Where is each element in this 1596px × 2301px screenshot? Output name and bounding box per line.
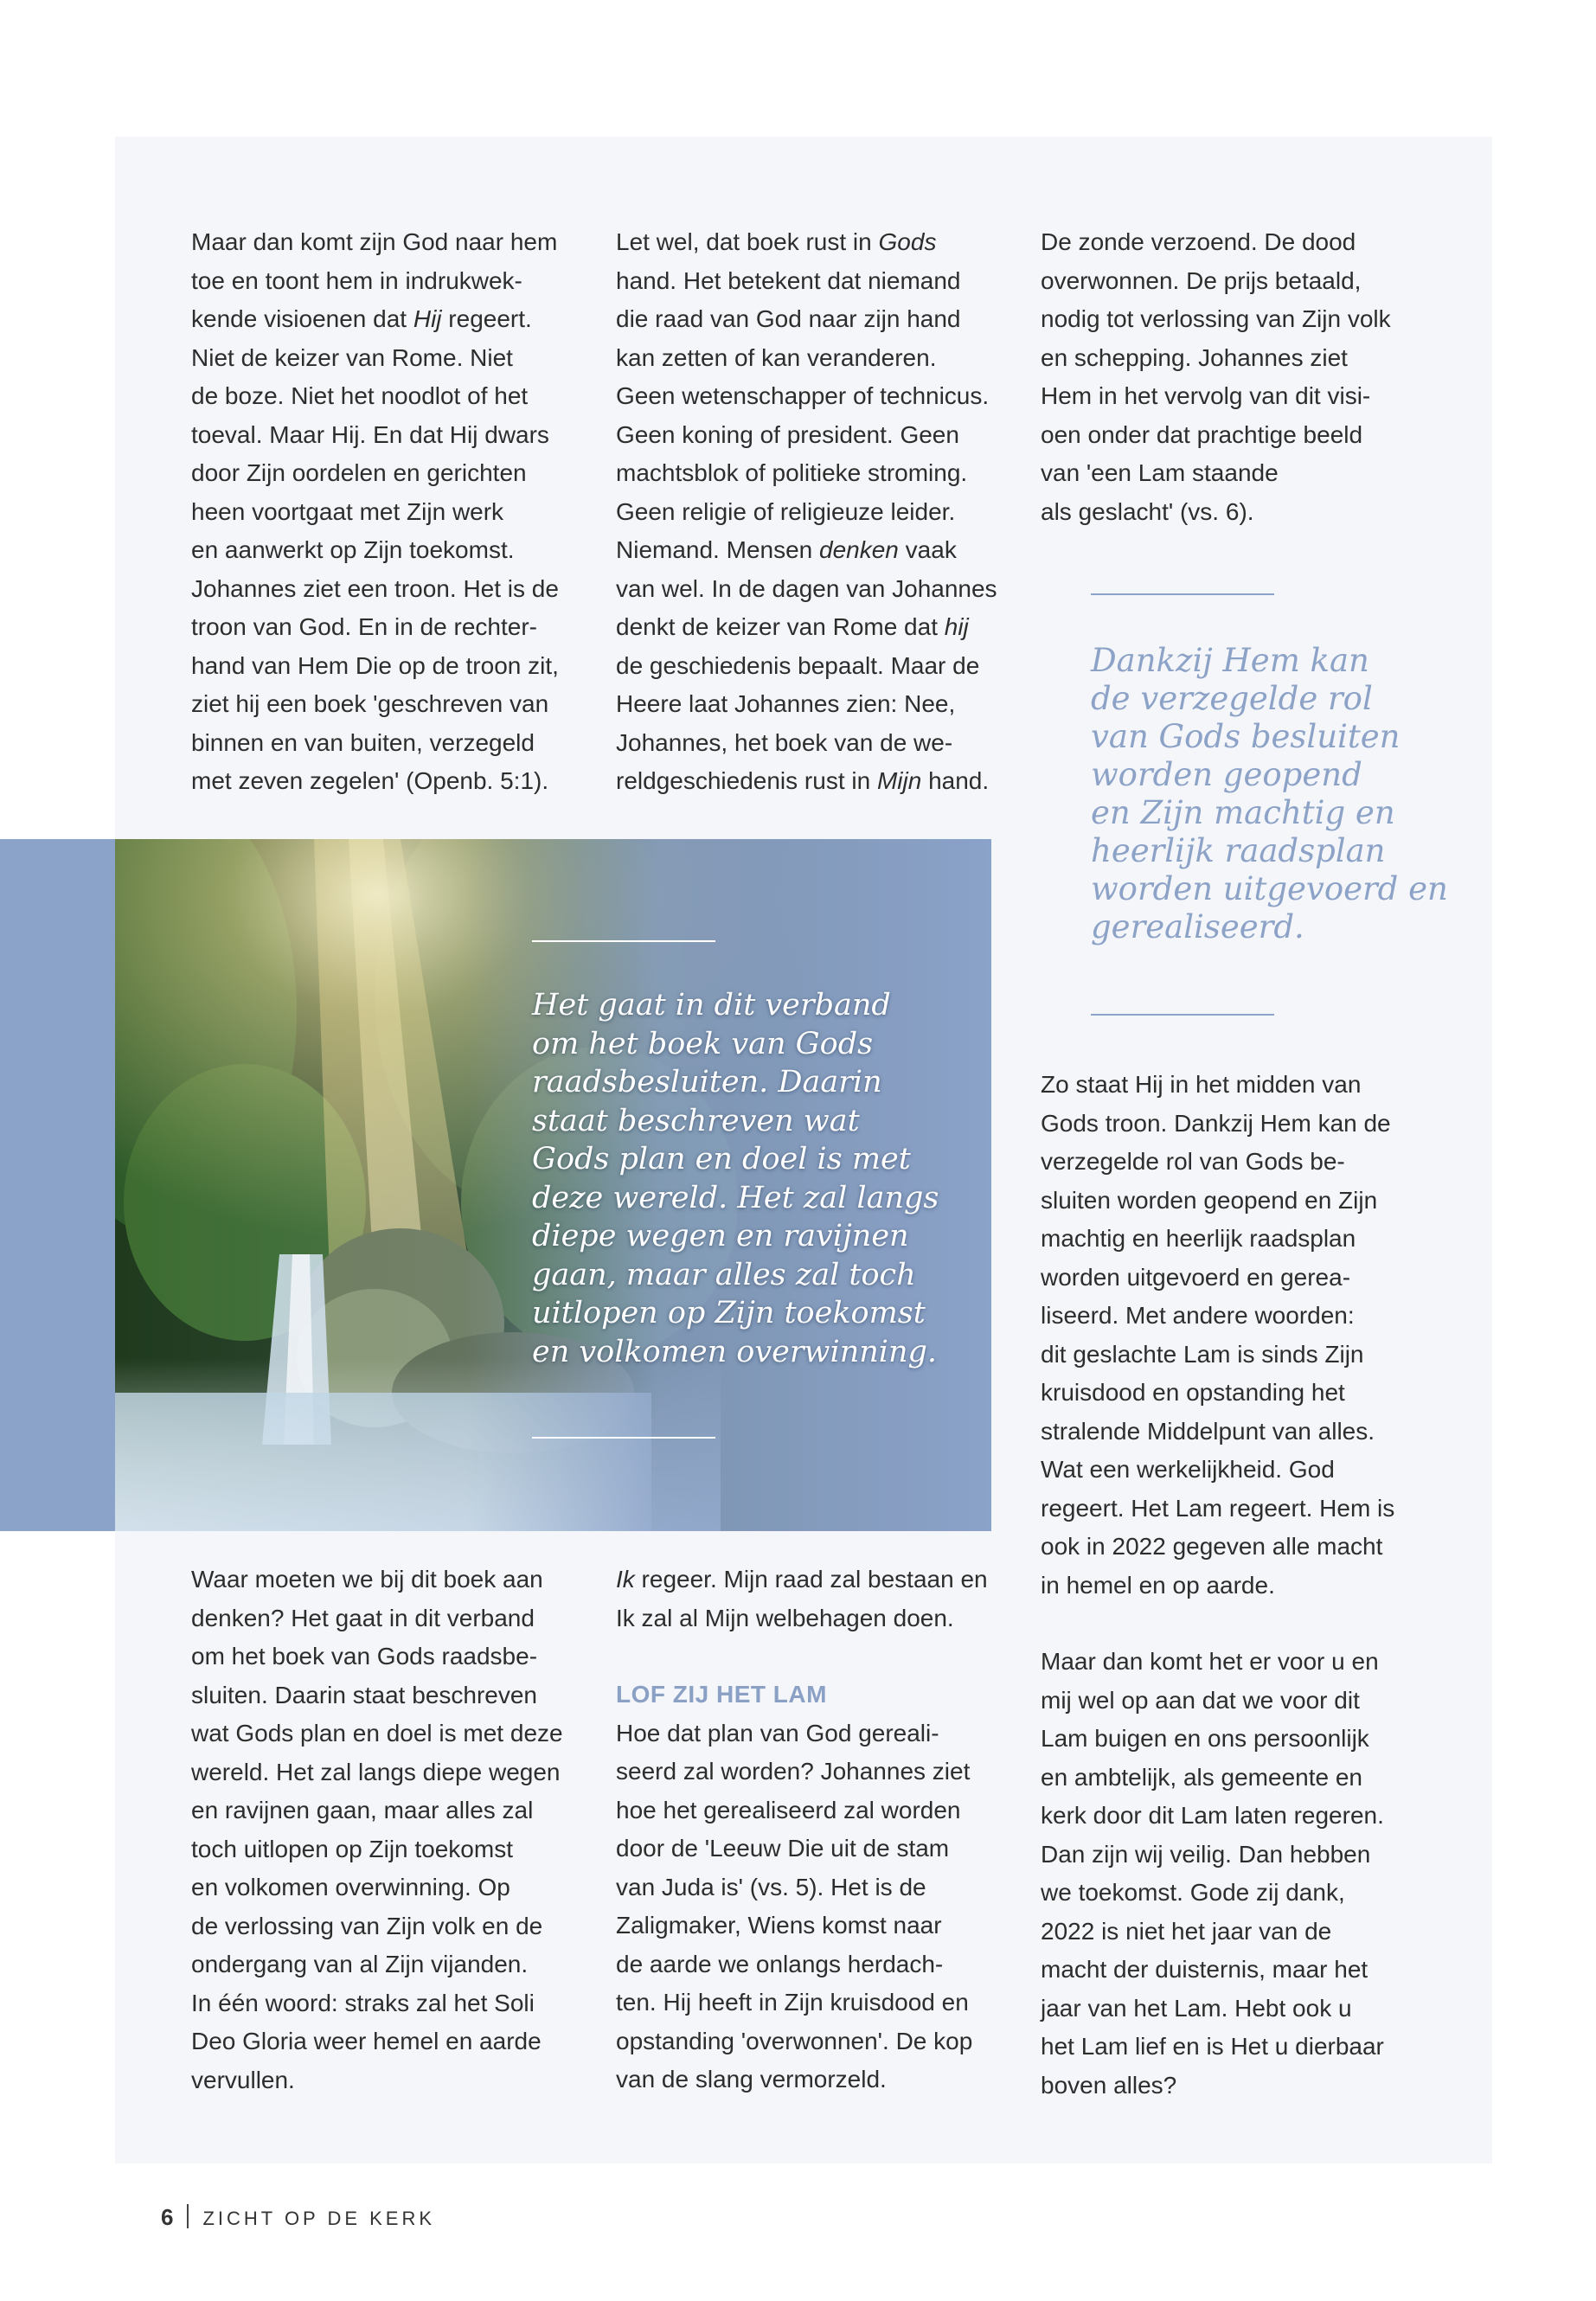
text-line: gaan, maar alles zal toch [532, 1257, 916, 1292]
text-line: liseerd. Met andere woorden: [1041, 1302, 1355, 1329]
text-line: De zonde verzoend. De dood [1041, 228, 1356, 255]
text-line: hoe het gerealiseerd zal worden [616, 1796, 961, 1823]
text-line: opstanding 'overwonnen'. De kop [616, 2027, 973, 2054]
text-line: Gods troon. Dankzij Hem kan de [1041, 1109, 1391, 1137]
text-line: kan zetten of kan veranderen. [616, 343, 937, 371]
text-line: kende visioenen dat Hij regeert. [191, 305, 532, 332]
text-line: binnen en van buiten, verzegeld [191, 728, 535, 756]
text-line: vervullen. [191, 2066, 295, 2093]
text-line: Dan zijn wij veilig. Dan hebben [1041, 1840, 1371, 1868]
text-line: stralende Middelpunt van alles. [1041, 1417, 1375, 1445]
text-line: toch uitlopen op Zijn toekomst [191, 1835, 513, 1862]
text-line: om het boek van Gods [532, 1026, 874, 1061]
column-3-top [1041, 223, 1439, 531]
text-line: worden geopend [1091, 756, 1362, 793]
text-line: hand. Het betekent dat niemand [616, 266, 961, 294]
text-line: deze wereld. Het zal langs [532, 1180, 939, 1215]
paragraph [191, 223, 572, 801]
paragraph [616, 223, 1014, 801]
text-line: we toekomst. Gode zij dank, [1041, 1879, 1345, 1906]
text-line: en ravijnen gaan, maar alles zal [191, 1797, 534, 1823]
text-line: Johannes, het boek van de we- [616, 728, 953, 756]
text-line: en schepping. Johannes ziet [1041, 343, 1348, 371]
text-line: Maar dan komt het er voor u en [1041, 1648, 1379, 1675]
text-line: Niet de keizer van Rome. Niet [191, 343, 513, 371]
section-heading: LOF ZIJ HET LAM [616, 1681, 827, 1708]
text-line: oen onder dat prachtige beeld [1041, 420, 1363, 448]
text-line: heen voortgaat met Zijn werk [191, 497, 504, 525]
text-line: wereld. Het zal langs diepe wegen [191, 1758, 561, 1785]
text-line: gerealiseerd. [1091, 908, 1304, 945]
text-line: en volkomen overwinning. Op [191, 1874, 510, 1900]
text-line: boven alles? [1041, 2071, 1177, 2099]
column-1-top [191, 223, 572, 801]
magazine-title: ZICHT OP DE KERK [202, 2208, 436, 2229]
pullquote-right [1091, 642, 1448, 946]
text-line: en volkomen overwinning. [532, 1334, 938, 1369]
text-line: en ambtelijk, als gemeente en [1041, 1763, 1362, 1791]
text-line: van Gods besluiten [1091, 718, 1401, 755]
text-line: nodig tot verlossing van Zijn volk [1041, 305, 1391, 332]
text-line: diepe wegen en ravijnen [532, 1219, 909, 1253]
paragraph [1041, 223, 1439, 531]
column-1-bottom [191, 1561, 572, 2099]
text-line: Lam buigen en ons persoonlijk [1041, 1725, 1369, 1752]
text-line: door Zijn oordelen en gerichten [191, 459, 527, 486]
text-line: sluiten worden geopend en Zijn [1041, 1186, 1378, 1214]
paragraph [616, 1715, 1014, 2099]
text-line: Dankzij Hem kan [1091, 642, 1369, 679]
text-line: hand van Hem Die op de troon zit, [191, 651, 559, 679]
text-line: macht der duisternis, maar het [1041, 1956, 1368, 1983]
text-line: Hoe dat plan van God gereali- [616, 1719, 939, 1747]
page-number: 6 [161, 2204, 174, 2230]
text-line: de boze. Niet het noodlot of het [191, 382, 529, 409]
text-line: sluiten. Daarin staat beschreven [191, 1681, 537, 1708]
text-line: staat beschreven wat [532, 1103, 860, 1138]
text-line: Maar dan komt zijn God naar hem [191, 228, 558, 255]
text-line: worden uitgevoerd en [1091, 870, 1448, 907]
text-line: met zeven zegelen' (Openb. 5:1). [191, 767, 549, 794]
text-line: uitlopen op Zijn toekomst [532, 1296, 926, 1330]
text-line: reldgeschiedenis rust in Mijn hand. [616, 767, 990, 794]
text-line: Gods plan en doel is met [532, 1142, 911, 1176]
paragraph [1041, 1066, 1439, 1605]
emphasis: Mijn [876, 767, 922, 794]
pullquote-image [532, 986, 939, 1371]
text-line: regeert. Het Lam regeert. Hem is [1041, 1494, 1395, 1522]
text-line: dit geslachte Lam is sinds Zijn [1041, 1340, 1364, 1368]
text-line: denkt de keizer van Rome dat hij [616, 613, 969, 640]
text-line: de verlossing van Zijn volk en de [191, 1912, 543, 1939]
text-line: ziet hij een boek 'geschreven van [191, 690, 549, 717]
emphasis: Gods [878, 228, 937, 255]
text-line: Deo Gloria weer hemel en aarde [191, 2028, 542, 2054]
text-line: heerlijk raadsplan [1091, 832, 1386, 869]
text-line: en aanwerkt op Zijn toekomst. [191, 536, 515, 563]
text-line: Ik regeer. Mijn raad zal bestaan en [616, 1566, 988, 1593]
text-line: Geen religie of religieuze leider. [616, 497, 956, 525]
image-quote-rule-bottom [532, 1437, 715, 1439]
text-line: het Lam lief en is Het u dierbaar [1041, 2033, 1384, 2060]
text-line: Heere laat Johannes zien: Nee, [616, 690, 956, 717]
text-line: jaar van het Lam. Hebt ook u [1041, 1994, 1352, 2022]
text-line: om het boek van Gods raadsbe- [191, 1643, 538, 1670]
text-line: kruisdood en opstanding het [1041, 1379, 1345, 1406]
text-line: toeval. Maar Hij. En dat Hij dwars [191, 420, 549, 448]
image-quote-rule-top [532, 940, 715, 942]
text-line: de aarde we onlangs herdach- [616, 1950, 944, 1977]
column-3-bottom [1041, 1066, 1439, 2105]
text-line: In één woord: straks zal het Soli [191, 1989, 535, 2016]
text-line: Niemand. Mensen denken vaak [616, 536, 957, 563]
text-line: troon van God. En in de rechter- [191, 613, 537, 640]
emphasis: denken [819, 536, 899, 563]
text-line: wat Gods plan en doel is met deze [191, 1720, 563, 1747]
text-line: als geslacht' (vs. 6). [1041, 497, 1254, 525]
text-line: Het gaat in dit verband [532, 988, 891, 1022]
text-line: van Juda is' (vs. 5). Het is de [616, 1873, 926, 1900]
paragraph [616, 1561, 1014, 1638]
text-line: Zaligmaker, Wiens komst naar [616, 1912, 942, 1939]
text-line: ten. Hij heeft in Zijn kruisdood en [616, 1989, 969, 2016]
paragraph [191, 1561, 572, 2099]
text-line: Hem in het vervolg van dit visi- [1041, 382, 1371, 409]
text-line: Zo staat Hij in het midden van [1041, 1071, 1362, 1098]
text-line: Waar moeten we bij dit boek aan [191, 1566, 543, 1593]
text-line: Johannes ziet een troon. Het is de [191, 574, 559, 602]
column-2-top [616, 223, 1014, 801]
page-footer [161, 2204, 435, 2231]
text-line: Wat een werkelijkheid. God [1041, 1456, 1335, 1483]
pullquote-rule-bottom [1091, 1014, 1274, 1016]
text-line: Ik zal al Mijn welbehagen doen. [616, 1604, 954, 1631]
emphasis: Hij [413, 305, 442, 332]
text-line: ondergang van al Zijn vijanden. [191, 1951, 529, 1977]
text-line: van 'een Lam staande [1041, 459, 1279, 486]
text-line: verzegelde rol van Gods be- [1041, 1148, 1345, 1175]
paragraph [1041, 1643, 1439, 2105]
text-line: toe en toont hem in indrukwek- [191, 266, 522, 294]
text-line: machtsblok of politieke stroming. [616, 459, 968, 486]
text-line: door de 'Leeuw Die uit de stam [616, 1835, 950, 1862]
emphasis: hij [944, 613, 969, 640]
text-line: die raad van God naar zijn hand [616, 305, 961, 332]
text-line: Let wel, dat boek rust in Gods [616, 228, 937, 255]
text-line: 2022 is niet het jaar van de [1041, 1917, 1332, 1945]
column-2-bottom [616, 1561, 1014, 2099]
text-line: Geen wetenschapper of technicus. [616, 382, 990, 409]
text-line: in hemel en op aarde. [1041, 1571, 1275, 1599]
text-line: raadsbesluiten. Daarin [532, 1065, 882, 1099]
text-line: de geschiedenis bepaalt. Maar de [616, 651, 980, 679]
text-line: worden uitgevoerd en gerea- [1041, 1263, 1351, 1291]
text-line: overwonnen. De prijs betaald, [1041, 266, 1362, 294]
text-line: denken? Het gaat in dit verband [191, 1604, 535, 1631]
footer-separator [187, 2204, 189, 2228]
emphasis: Ik [616, 1566, 635, 1593]
text-line: machtig en heerlijk raadsplan [1041, 1225, 1356, 1252]
text-line: van wel. In de dagen van Johannes [616, 574, 997, 602]
text-line: Geen koning of president. Geen [616, 420, 959, 448]
text-line: kerk door dit Lam laten regeren. [1041, 1802, 1384, 1829]
text-line: de verzegelde rol [1091, 680, 1373, 717]
text-line: mij wel op aan dat we voor dit [1041, 1686, 1360, 1714]
text-line: van de slang vermorzeld. [616, 2066, 887, 2093]
text-line: ook in 2022 gegeven alle macht [1041, 1533, 1383, 1560]
pullquote-rule-top [1091, 593, 1274, 595]
text-line: en Zijn machtig en [1091, 794, 1395, 831]
text-line: seerd zal worden? Johannes ziet [616, 1758, 971, 1785]
